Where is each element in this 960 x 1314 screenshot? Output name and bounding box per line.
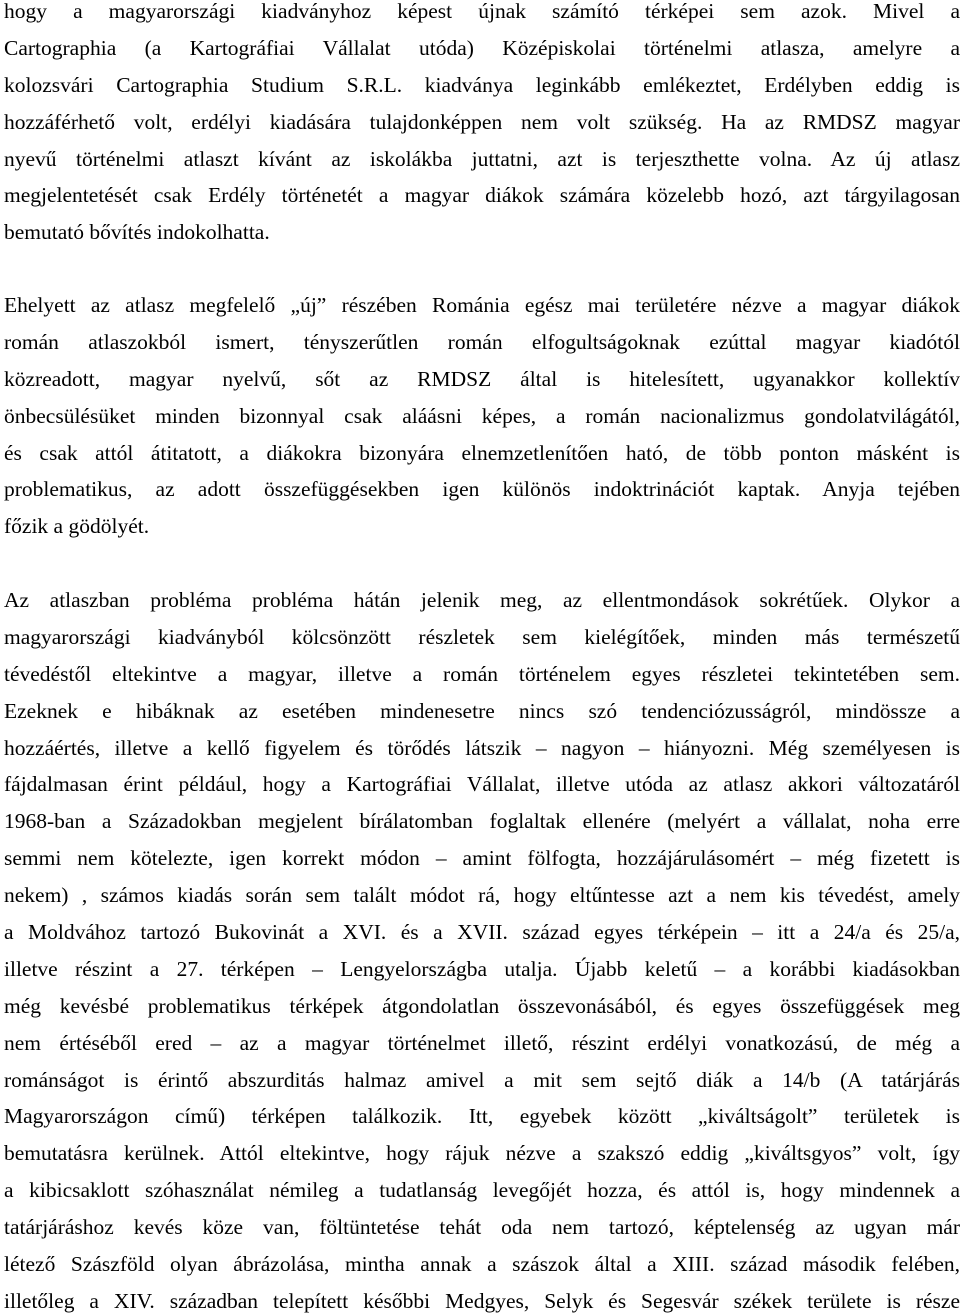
- text-line: és csak attól átitatott, a diákokra bizonyára elnemzetlenítően ható, de több ponton másként is: [4, 440, 960, 465]
- paragraph-1: [4, 0, 960, 251]
- text-line: még kevésbé problematikus térképek átgondolatlan összevonásából, és egyes összefüggések meg: [4, 993, 960, 1018]
- text-line: tatárjáráshoz kevés köze van, föltüntetése tehát oda nem tartozó, képtelenség az ugyan már: [4, 1215, 960, 1240]
- text-line: nekem) , számos kiadás során sem talált módot rá, hogy eltűntesse azt a nem kis tévedést, amely: [4, 883, 960, 908]
- text-line: közreadott, magyar nyelvű, sőt az RMDSZ által is hitelesített, ugyanakkor kollektív: [4, 366, 960, 391]
- text-line: illetőleg a XIV. században telepített későbbi Medgyes, Selyk és Segesvár székek területe is része: [4, 1288, 960, 1313]
- text-line: bemutató bővítés indokolhatta.: [4, 220, 270, 245]
- text-line: Ehelyett az atlasz megfelelő „új” részében Románia egész mai területére nézve a magyar diákok: [4, 293, 960, 317]
- text-line: Magyarországon című) térképen találkozik. Itt, egyebek között „kiváltságolt” területek is: [4, 1104, 960, 1129]
- text-line: Ezeknek e hibáknak az esetében mindenesetre nincs szó tendenciózusságról, mindössze a: [4, 698, 960, 723]
- text-line: nem értéséből ered – az a magyar történelmet illető, részint erdélyi vonatkozású, de még a: [4, 1030, 960, 1055]
- text-line: tévedéstől eltekintve a magyar, illetve a román történelem egyes részletei tekintetében sem.: [4, 661, 960, 686]
- text-line: nyevű történelmi atlaszt kívánt az iskolákba juttatni, azt is terjeszthette volna. Az új atlasz: [4, 146, 960, 171]
- text-line: magyarországi kiadványból kölcsönzött részletek sem kielégítőek, minden más természetű: [4, 624, 960, 649]
- text-line: önbecsülésüket minden bizonnyal csak aláásni képes, a román nacionalizmus gondolatvilágától,: [4, 403, 960, 428]
- text-line: hogy a magyarországi kiadványhoz képest újnak számító térképei sem azok. Mivel a: [4, 0, 960, 23]
- text-line: problematikus, az adott összefüggésekben igen különös indoktrinációt kaptak. Anyja tejében: [4, 477, 960, 502]
- text-line: a kibicsaklott szóhasználat némileg a tudatlanság levegőjét hozza, és attól is, hogy mindennek a: [4, 1178, 960, 1203]
- text-line: a Moldvához tartozó Bukovinát a XVI. és a XVII. század egyes térképein – itt a 24/a és 25/a,: [4, 920, 960, 945]
- text-line: 1968-ban a Századokban megjelent bírálatomban foglaltak ellenére (melyért a vállalat, noha erre: [4, 809, 960, 834]
- text-line: főzik a gödölyét.: [4, 514, 150, 539]
- paragraph-2: [4, 287, 960, 545]
- text-line: hozzáértés, illetve a kellő figyelem és törődés látszik – nagyon – hiányozni. Még személyesen is: [4, 735, 960, 760]
- text-line: kolozsvári Cartographia Studium S.R.L. kiadványa leginkább emlékeztet, Erdélyben eddig is: [4, 72, 960, 97]
- text-line: semmi nem kötelezte, igen korrekt módon – amint fölfogta, hozzájárulásomért – még fizetett is: [4, 846, 960, 871]
- text-line: román atlaszokból ismert, tényszerűtlen román elfogultságoknak ezúttal magyar kiadótól: [4, 329, 960, 354]
- text-line: románságot is érintő abszurditás halmaz amivel a mit sem sejtő diák a 14/b (A tatárjárás: [4, 1067, 960, 1092]
- text-line: hozzáférhető volt, erdélyi kiadására tulajdonképpen nem volt szükség. Ha az RMDSZ magyar: [4, 109, 960, 134]
- text-line: bemutatásra kerülnek. Attól eltekintve, hogy rájuk nézve a szakszó eddig „kiváltsgyos” volt, így: [4, 1141, 960, 1166]
- paragraph-3: [4, 582, 960, 1314]
- text-line: létező Szászföld olyan ábrázolása, mintha annak a szászok által a XIII. század második felében,: [4, 1252, 960, 1277]
- text-line: Cartographia (a Kartográfiai Vállalat utóda) Középiskolai történelmi atlasza, amelyre a: [4, 35, 960, 60]
- text-line: illetve részint a 27. térképen – Lengyelországba utalja. Újabb keletű – a korábbi kiadásokban: [4, 956, 960, 981]
- text-line: fájdalmasan érint például, hogy a Kartográfiai Vállalat, illetve utóda az atlasz akkori változatáról: [4, 772, 960, 797]
- text-line: megjelentetését csak Erdély történetét a magyar diákok számára közelebb hozó, azt tárgyilagosan: [4, 183, 960, 208]
- text-line: Az atlaszban probléma probléma hátán jelenik meg, az ellentmondások sokrétűek. Olykor a: [4, 588, 960, 612]
